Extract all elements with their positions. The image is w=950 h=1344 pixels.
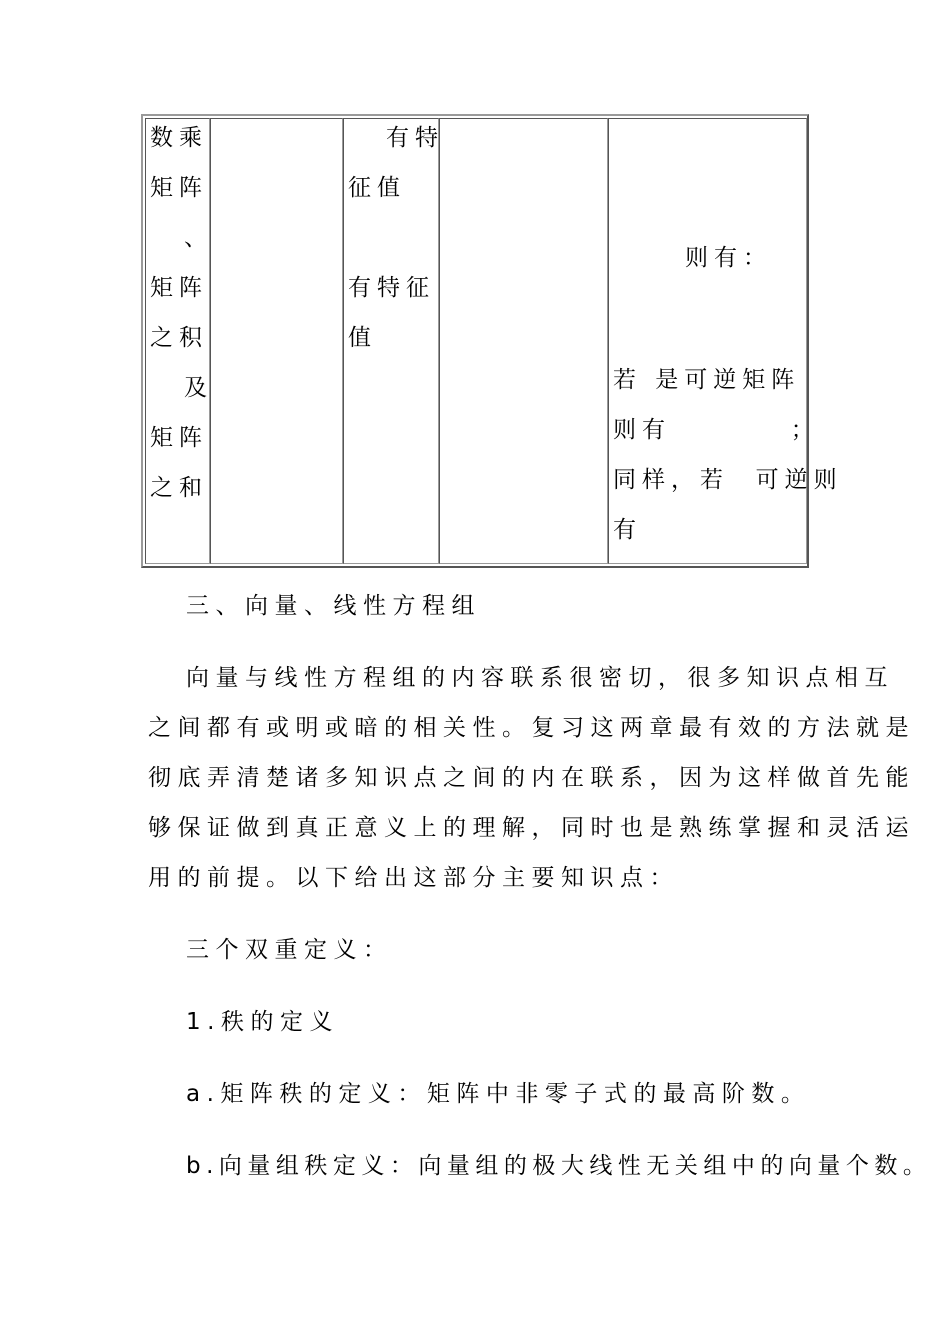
cell-text: 同样，若 可逆则 <box>613 467 843 493</box>
table-cell-eigenvalue <box>343 118 444 564</box>
cell-text: 有特 <box>386 125 444 151</box>
cell-text: 有特征 <box>348 275 435 301</box>
cell-text: 矩阵 <box>150 175 208 201</box>
cell-text: 之积 <box>150 325 208 351</box>
table-cell-empty <box>210 118 343 564</box>
paragraph-line: 用的前提。以下给出这部分主要知识点： <box>148 865 679 891</box>
paragraph-line: 向量与线性方程组的内容联系很密切，很多知识点相互 <box>186 665 894 691</box>
cell-text: 值 <box>348 325 377 351</box>
table-cell-inverse <box>608 118 843 564</box>
paragraph-line: 彻底弄清楚诸多知识点之间的内在联系，因为这样做首先能 <box>148 765 915 791</box>
paragraph-line: 之间都有或明或暗的相关性。复习这两章最有效的方法就是 <box>148 715 915 741</box>
cell-text: 矩阵 <box>150 275 208 301</box>
cell-text: 有 <box>613 517 642 543</box>
table-cell-operation <box>145 118 213 564</box>
cell-text: 矩阵 <box>150 425 208 451</box>
table-cell-empty <box>439 118 608 564</box>
section-title: 三、向量、线性方程组 <box>186 593 481 619</box>
list-item: a.矩阵秩的定义：矩阵中非零子式的最高阶数。 <box>186 1081 811 1107</box>
cell-text: 及 <box>184 375 213 401</box>
list-item: b.向量组秩定义：向量组的极大线性无关组中的向量个数。 <box>186 1153 932 1179</box>
cell-text: 之和 <box>150 475 208 501</box>
list-item: 1.秩的定义 <box>186 1009 339 1035</box>
cell-text: 若 是可逆矩阵 <box>613 367 801 393</box>
cell-text: 、 <box>184 225 213 251</box>
cell-text: 则有 ； <box>613 417 820 443</box>
cell-text: 则有： <box>685 245 772 271</box>
list-heading: 三个双重定义： <box>186 937 393 963</box>
cell-text: 数乘 <box>150 125 208 151</box>
paragraph-line: 够保证做到真正意义上的理解，同时也是熟练掌握和灵活运 <box>148 815 915 841</box>
properties-table <box>141 114 843 568</box>
cell-text: 征值 <box>348 175 406 201</box>
